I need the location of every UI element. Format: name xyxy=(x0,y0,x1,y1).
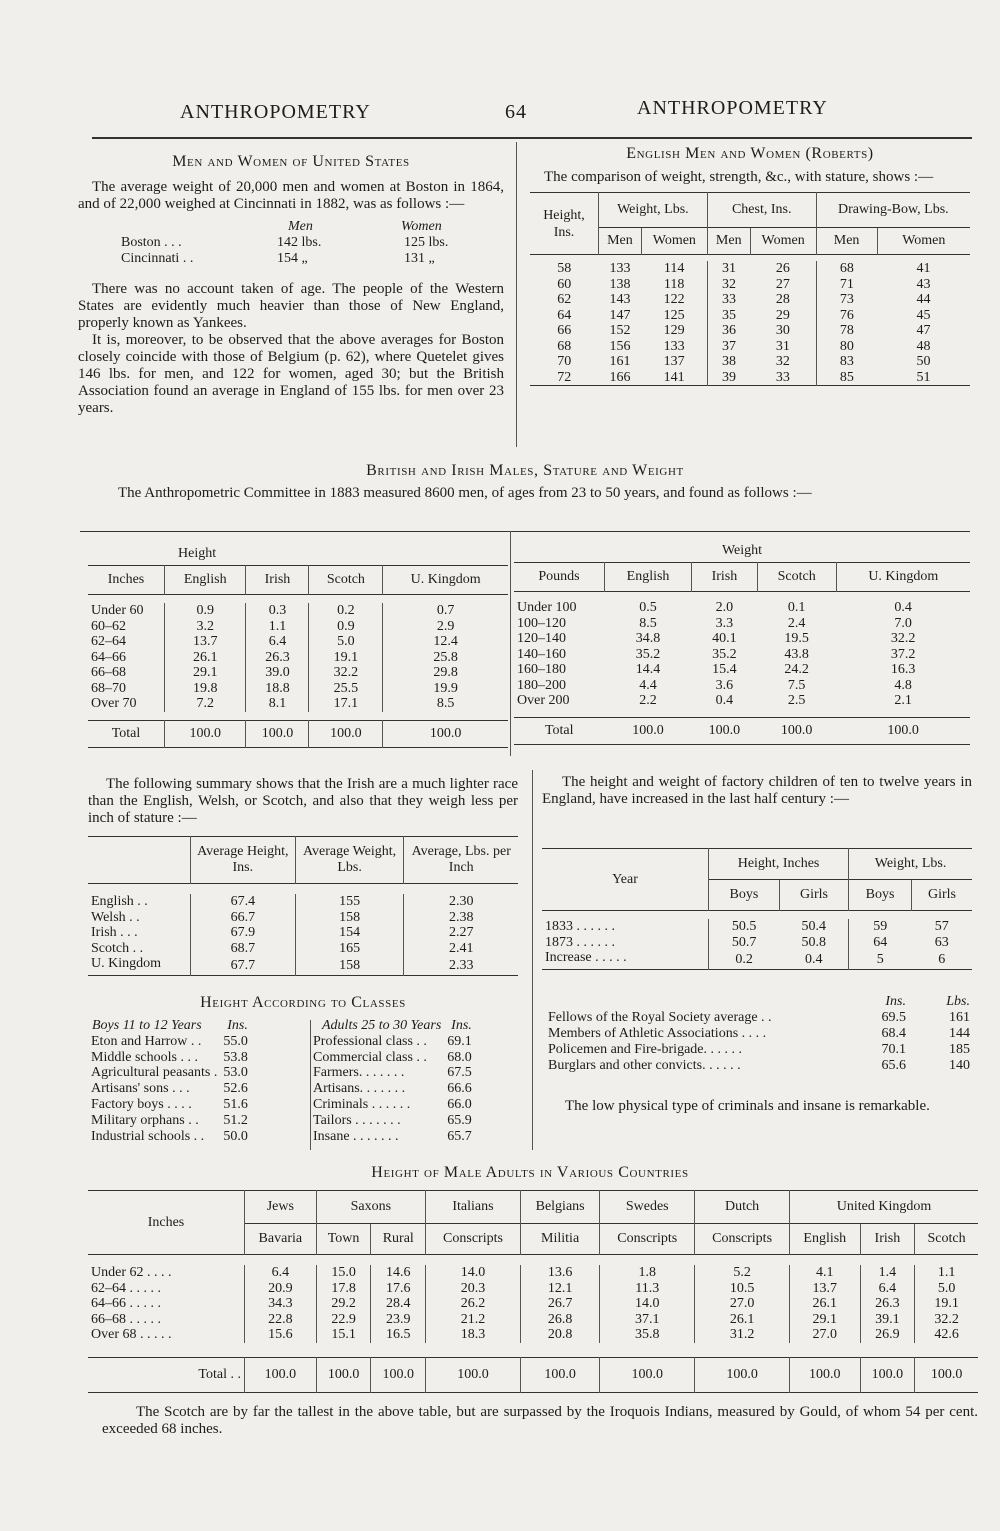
british-weight-title: Weight xyxy=(721,543,763,559)
eng-h-draw: Drawing-Bow, Lbs. xyxy=(816,193,970,228)
table-row: Agricultural peasants . 53.0 xyxy=(91,1065,248,1081)
table-row: 64 147 125 35 29 76 45 xyxy=(557,307,931,323)
table-row: Members of Athletic Associations . . . . 68.4 144 xyxy=(548,1026,970,1041)
countries-footer: The Scotch are by far the tallest in the above table, but are surpassed by the Iroquois Indians, measured by Gould, of whom 54 per cent. exceeded 68 inches. xyxy=(102,1404,978,1437)
table-row: 100–120 8.5 3.3 2.4 7.0 xyxy=(517,615,912,631)
us-para-1: There was no account taken of age. The people of the Western States are evidently much heavier than those of New England, properly known as Yankees. xyxy=(78,281,504,331)
running-head-left: ANTHROPOMETRY xyxy=(180,101,371,123)
table-row: 68–70 19.8 18.8 25.5 19.9 xyxy=(88,681,508,697)
table-row: Factory boys . . . . 51.6 xyxy=(91,1096,248,1112)
table-row: 58 133 114 31 26 68 41 xyxy=(557,261,931,276)
table-row: 62 143 122 33 28 73 44 xyxy=(557,292,931,307)
table-row: Irish . . . 67.9 154 2.27 xyxy=(88,925,518,941)
factory-intro: The height and weight of factory children of ten to twelve years in England, have increased in the last half century :— xyxy=(542,774,972,807)
table-row: 1833 . . . . . . 50.5 50.4 59 57 xyxy=(545,919,949,934)
british-height-table: Height Inches English Irish Scotch U. Kingdom Under 60 0.9 0.3 0.2 0.7 60–62 3.2 1.1 0.9 2.9 62–64 13.7 6.4 5.0 12.4 64–66 26.1 26.3 19.1 25.8 66–68 29.1 39.0 32.2 29.8 68–70 19.8 18.8 25.5 19.9 Over 70 7.2 8.1 17.1 8.5 Total 100.0 100.0 100.0 100.0 xyxy=(88,543,508,748)
column-divider-middle xyxy=(532,770,533,1150)
table-row: Over 70 7.2 8.1 17.1 8.5 xyxy=(88,696,508,712)
table-row: Policemen and Fire-brigade. . . . . . 70.1 185 xyxy=(548,1042,970,1057)
factory-table: Year Height, Inches Weight, Lbs. Boys Girls Boys Girls 1833 . . . . . . 50.5 50.4 59 57 1873 . . . . . . 50.7 50.8 64 63 Increase . . . . . 0.2 0.4 5 6 xyxy=(542,848,972,970)
classes-adults-table: Adults 25 to 30 Years Ins. Professional class . . 69.1 Commercial class . . 68.0 Farmers. . . . . . . 67.5 Artisans. . . . . . . 66.6 Criminals . . . . . . 66.0 Tailors . . . . . . . 65.9 Insane . . . . . . . 65.7 xyxy=(310,1018,475,1144)
table-row: Military orphans . . 51.2 xyxy=(91,1112,248,1128)
table-row: Tailors . . . . . . . 65.9 xyxy=(313,1112,472,1128)
us-para-2: It is, moreover, to be observed that the above averages for Boston closely coincide with those of Belgium (p. 62), where Quetelet gives 146 lbs. for men, and 122 for women, aged 30; but the British Association found an average in England of 155 lbs. for men over 23 years. xyxy=(78,332,504,416)
table-row: Total 100.0 100.0 100.0 100.0 xyxy=(88,720,508,747)
table-row: 62–64 13.7 6.4 5.0 12.4 xyxy=(88,634,508,650)
summary-intro: The following summary shows that the Irish are a much lighter race than the English, Welsh, or Scotch, and also that they weigh less per inch of stature :— xyxy=(88,776,518,826)
table-row: Total . . 100.0 100.0 100.0 100.0 100.0 100.0 100.0 100.0 100.0 100.0 xyxy=(88,1357,978,1392)
table-row: Boston . . . 142 lbs. 125 lbs. xyxy=(121,235,449,250)
table-row: 180–200 4.4 3.6 7.5 4.8 xyxy=(517,677,912,693)
us-table xyxy=(118,219,451,267)
table-row: Under 100 0.5 2.0 0.1 0.4 xyxy=(517,600,912,615)
table-row: 120–140 34.8 40.1 19.5 32.2 xyxy=(517,631,916,646)
table-row: Welsh . . 66.7 158 2.38 xyxy=(88,910,518,926)
table-row: 60–62 3.2 1.1 0.9 2.9 xyxy=(88,619,508,635)
table-row: 62–64 . . . . . 20.9 17.8 17.6 20.3 12.1 11.3 10.5 13.7 6.4 5.0 xyxy=(88,1281,978,1297)
table-row: Burglars and other convicts. . . . . . 65.6 140 xyxy=(548,1058,970,1073)
us-title: Men and Women of United States xyxy=(172,153,410,170)
table-row: Industrial schools . . 50.0 xyxy=(91,1128,248,1144)
running-head-right: ANTHROPOMETRY xyxy=(637,97,828,119)
us-section xyxy=(78,153,504,417)
table-row: Farmers. . . . . . . 67.5 xyxy=(313,1065,472,1081)
classes-boys-table: Boys 11 to 12 Years Ins. Eton and Harrow . . 55.0 Middle schools . . . 53.8 Agricultural peasants . 53.0 Artisans' sons . . . 52.6 Factory boys . . . . 51.6 Military orphans . . 51.2 Industrial schools . . 50.0 xyxy=(88,1018,251,1144)
table-row: 140–160 35.2 35.2 43.8 37.2 xyxy=(517,646,916,662)
us-col-men: Men xyxy=(288,219,313,234)
table-row: 66 152 129 36 30 78 47 xyxy=(557,323,931,338)
eng-title: English Men and Women (Roberts) xyxy=(626,145,874,162)
countries-table: Inches Jews Saxons Italians Belgians Swedes Dutch United Kingdom Bavaria Town Rural Conscripts Militia Conscripts Conscripts English Irish Scotch Under 62 . . . . 6.4 15.0 14.6 14.0 13.6 1.8 5.2 4.1 1.4 1.1 62–64 . . . . . 20.9 17.8 17.6 20.3 12.1 11.3 10.5 13.7 6.4 5.0 64–66 . . . . . 34.3 29.2 28.4 26.2 26.7 14.0 27.0 26.1 26.3 19.1 66–68 . . . . . 22.8 22.9 23.9 21.2 26.8 37.1 26.1 29.1 39.1 32.2 Over 68 . . . . . 15.6 15.1 16.5 18.3 20.8 35.8 31.2 27.0 26.9 42.6 Total . . 100.0 100.0 100.0 100.0 100.0 100.0 100.0 100.0 100.0 100.0 xyxy=(88,1190,978,1393)
british-weight-table: Weight Pounds English Irish Scotch U. Kingdom Under 100 0.5 2.0 0.1 0.4 100–120 8.5 3.3 2.4 7.0 120–140 34.8 40.1 19.5 32.2 140–160 35.2 35.2 43.8 37.2 160–180 14.4 15.4 24.2 16.3 180–200 4.4 3.6 7.5 4.8 Over 200 2.2 0.4 2.5 2.1 Total 100.0 100.0 100.0 100.0 xyxy=(514,540,970,745)
summary-table: Average Height, Ins. Average Weight, Lbs. Average, Lbs. per Inch English . . 67.4 155 2.30 Welsh . . 66.7 158 2.38 Irish . . . 67.9 154 2.27 Scotch . . 68.7 165 2.41 U. Kingdom 67.7 158 2.33 xyxy=(88,836,518,976)
eng-section xyxy=(530,145,970,386)
eng-table: Height, Ins. Weight, Lbs. Chest, Ins. Drawing-Bow, Lbs. Men Women Men Women Men Women 58 133 114 31 26 68 41 60 138 118 32 27 71 43 62 143 122 33 28 73 44 64 147 125 35 29 76 45 66 152 129 36 30 78 47 68 156 133 37 31 80 48 70 161 137 38 32 83 50 72 166 141 39 33 85 51 xyxy=(530,192,970,386)
table-row: Eton and Harrow . . 55.0 xyxy=(91,1033,248,1049)
column-divider-top xyxy=(516,142,517,447)
table-row: Total 100.0 100.0 100.0 100.0 xyxy=(514,717,970,744)
table-row: 72 166 141 39 33 85 51 xyxy=(530,370,970,386)
us-intro: The average weight of 20,000 men and women at Boston in 1864, and of 22,000 weighed at Cincinnati in 1882, was as follows :— xyxy=(78,179,504,212)
table-row: 66–68 . . . . . 22.8 22.9 23.9 21.2 26.8 37.1 26.1 29.1 39.1 32.2 xyxy=(88,1312,978,1328)
table-row: 66–68 29.1 39.0 32.2 29.8 xyxy=(88,665,508,681)
table-row: Artisans. . . . . . . 66.6 xyxy=(313,1081,472,1097)
table-row: Commercial class . . 68.0 xyxy=(313,1049,472,1065)
table-row: 64–66 . . . . . 34.3 29.2 28.4 26.2 26.7 14.0 27.0 26.1 26.3 19.1 xyxy=(88,1296,978,1312)
table-row: 160–180 14.4 15.4 24.2 16.3 xyxy=(517,662,916,677)
table-row: 64–66 26.1 26.3 19.1 25.8 xyxy=(88,650,508,666)
table-row: Fellows of the Royal Society average . . 69.5 161 xyxy=(548,1010,970,1025)
table-row: Insane . . . . . . . 65.7 xyxy=(313,1128,472,1144)
table-row: U. Kingdom 67.7 158 2.33 xyxy=(88,956,518,975)
page-number: 64 xyxy=(505,101,527,123)
british-title: British and Irish Males, Stature and Weight xyxy=(366,462,684,479)
table-row: Artisans' sons . . . 52.6 xyxy=(91,1081,248,1097)
table-row: 68 156 133 37 31 80 48 xyxy=(557,338,931,354)
table-row: Middle schools . . . 53.8 xyxy=(91,1049,248,1065)
header-rule xyxy=(92,137,972,139)
british-height-title: Height xyxy=(178,546,217,562)
eng-h-weight: Weight, Lbs. xyxy=(599,193,708,228)
us-col-women: Women xyxy=(401,219,442,234)
eng-h-chest: Chest, Ins. xyxy=(707,193,816,228)
table-row: 70 161 137 38 32 83 50 xyxy=(557,354,931,369)
factory-note: The low physical type of criminals and insane is remarkable. xyxy=(565,1098,930,1114)
table-row: Under 62 . . . . 6.4 15.0 14.6 14.0 13.6 1.8 5.2 4.1 1.4 1.1 xyxy=(88,1265,978,1281)
eng-intro: The comparison of weight, strength, &c., with stature, shows :— xyxy=(544,169,934,185)
table-row: English . . 67.4 155 2.30 xyxy=(88,894,518,910)
table-row: Scotch . . 68.7 165 2.41 xyxy=(88,941,518,957)
table-row: 1873 . . . . . . 50.7 50.8 64 63 xyxy=(545,934,949,950)
table-row: Professional class . . 69.1 xyxy=(313,1033,472,1049)
british-intro: The Anthropometric Committee in 1883 measured 8600 men, of ages from 23 to 50 years, and found as follows :— xyxy=(118,485,812,501)
classes-title: Height According to Classes xyxy=(200,994,406,1011)
table-row: Criminals . . . . . . 66.0 xyxy=(313,1096,472,1112)
british-top-rule xyxy=(80,531,970,532)
table-row: Increase . . . . . 0.2 0.4 5 6 xyxy=(542,950,972,969)
table-row: Over 68 . . . . . 15.6 15.1 16.5 18.3 20.8 35.8 31.2 27.0 26.9 42.6 xyxy=(88,1327,978,1343)
table-row: Under 60 0.9 0.3 0.2 0.7 xyxy=(88,603,508,619)
groups-table: Ins. Lbs. Fellows of the Royal Society average . . 69.5 161 Members of Athletic Associations . . . . 68.4 144 Policemen and Fire-brigade. . . . . . 70.1 185 Burglars and other convicts. . . . . . 65.6 140 xyxy=(545,994,973,1074)
countries-title: Height of Male Adults in Various Countries xyxy=(371,1164,689,1181)
british-divider xyxy=(510,531,511,756)
table-row: Over 200 2.2 0.4 2.5 2.1 xyxy=(517,693,912,708)
eng-h-height: Height, Ins. xyxy=(543,207,585,240)
table-row: Cincinnati . . 154 „ 131 „ xyxy=(121,251,435,266)
table-row: 60 138 118 32 27 71 43 xyxy=(557,276,931,292)
